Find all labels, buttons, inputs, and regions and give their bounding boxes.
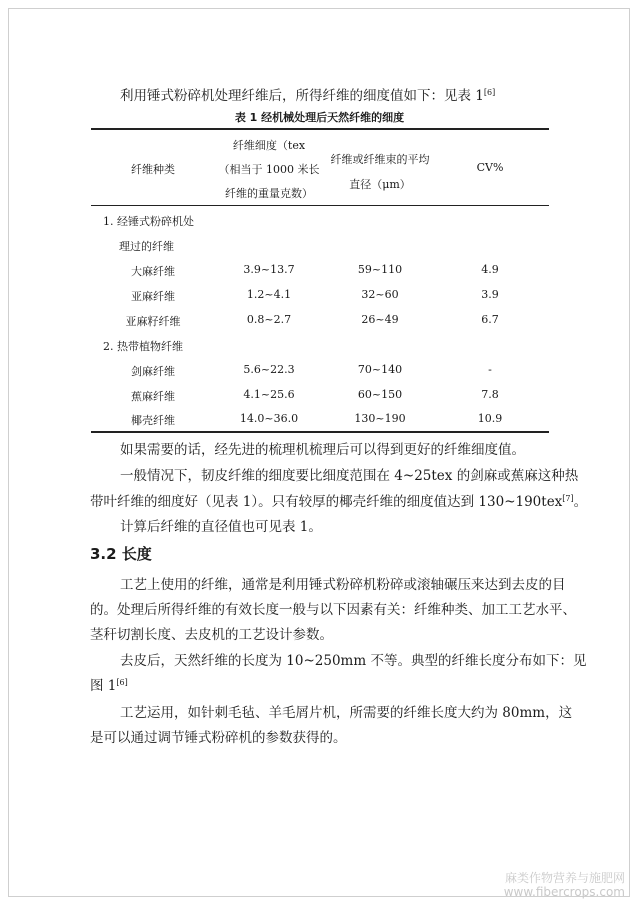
header-fiber-type: 纤维种类 — [131, 163, 175, 176]
row-fineness: 0.8~2.7 — [246, 313, 292, 326]
section-paragraph-line: 是可以通过调节锤式粉碎机的参数获得的。 — [90, 730, 347, 746]
section-paragraph-line: 图 1[6] — [90, 678, 128, 694]
section-paragraph-line: 去皮后，天然纤维的长度为 10~250mm 不等。典型的纤维长度分布如下：见 — [120, 653, 587, 669]
watermark-url: www.fibercrops.com — [503, 885, 625, 899]
row-fiber-name: 蕉麻纤维 — [131, 390, 175, 403]
citation-ref: [6] — [116, 678, 128, 687]
section-paragraph-line: 工艺上使用的纤维，通常是利用锤式粉碎机粉碎或滚轴碾压来达到去皮的目 — [120, 577, 566, 593]
row-diameter: 60~150 — [357, 388, 403, 401]
row-fiber-name: 亚麻纤维 — [131, 290, 175, 303]
table-caption: 表 1 经机械处理后天然纤维的细度 — [234, 111, 405, 124]
table-bottom-rule — [91, 431, 549, 433]
row-fineness: 14.0~36.0 — [239, 412, 299, 425]
section-paragraph-line: 茎秆切割长度、去皮机的工艺设计参数。 — [90, 627, 333, 643]
header-fineness-line1: 纤维细度（tex — [232, 139, 306, 152]
group-title-hammer-mill-cont: 理过的纤维 — [119, 240, 174, 253]
citation-ref: [6] — [483, 88, 496, 97]
row-cv: 6.7 — [481, 313, 499, 326]
watermark — [504, 871, 625, 899]
table-top-rule — [91, 128, 549, 130]
row-fineness: 3.9~13.7 — [243, 263, 295, 276]
header-diameter-line2: 直径（μm） — [349, 178, 411, 191]
row-fiber-name: 椰壳纤维 — [131, 414, 175, 427]
group-title-tropical: 2. 热带植物纤维 — [103, 340, 183, 353]
row-fiber-name: 大麻纤维 — [131, 265, 175, 278]
row-fineness: 1.2~4.1 — [246, 288, 292, 301]
row-diameter: 59~110 — [357, 263, 403, 276]
header-fineness-line3: 纤维的重量克数） — [225, 187, 313, 200]
section-paragraph-line: 工艺运用，如针刺毛毡、羊毛屑片机，所需要的纤维长度大约为 80mm，这 — [120, 705, 573, 721]
paragraph-carding: 如果需要的话，经先进的梳理机梳理后可以得到更好的纤维细度值。 — [120, 442, 525, 458]
paragraph-fineness-line1: 一般情况下，韧皮纤维的细度要比细度范围在 4~25tex 的剑麻或蕉麻这种热 — [120, 468, 579, 484]
row-diameter: 130~190 — [354, 412, 406, 425]
row-cv: 4.9 — [481, 263, 499, 276]
header-cv: CV% — [476, 161, 504, 174]
section-heading: 3.2 长度 — [90, 545, 152, 563]
paragraph-diameter-note: 计算后纤维的直径值也可见表 1。 — [120, 519, 322, 535]
row-fineness: 4.1~25.6 — [243, 388, 295, 401]
table-header-rule — [91, 205, 549, 206]
row-diameter: 32~60 — [361, 288, 399, 301]
citation-ref: [7] — [562, 494, 574, 503]
group-title-hammer-mill: 1. 经锤式粉碎机处 — [103, 215, 194, 228]
row-fiber-name: 剑麻纤维 — [131, 365, 175, 378]
row-fiber-name: 亚麻籽纤维 — [125, 315, 181, 328]
row-cv: 10.9 — [477, 412, 503, 425]
header-fineness-line2: （相当于 1000 米长 — [218, 163, 320, 176]
watermark-site-name: 麻类作物营养与施肥网 — [504, 871, 625, 885]
paragraph-fineness-line2: 带叶纤维的细度好（见表 1）。只有较厚的椰壳纤维的细度值达到 130~190tex[7]。 — [90, 494, 588, 510]
header-diameter-line1: 纤维或纤维束的平均 — [330, 153, 430, 166]
row-fineness: 5.6~22.3 — [243, 363, 295, 376]
intro-text: 利用锤式粉碎机处理纤维后，所得纤维的细度值如下：见表 1[6] — [120, 88, 496, 104]
row-cv: - — [488, 363, 492, 376]
row-diameter: 26~49 — [361, 313, 399, 326]
row-cv: 7.8 — [481, 388, 499, 401]
section-paragraph-line: 的。处理后所得纤维的有效长度一般与以下因素有关：纤维种类、加工工艺水平、 — [90, 602, 576, 618]
row-diameter: 70~140 — [357, 363, 403, 376]
row-cv: 3.9 — [481, 288, 499, 301]
